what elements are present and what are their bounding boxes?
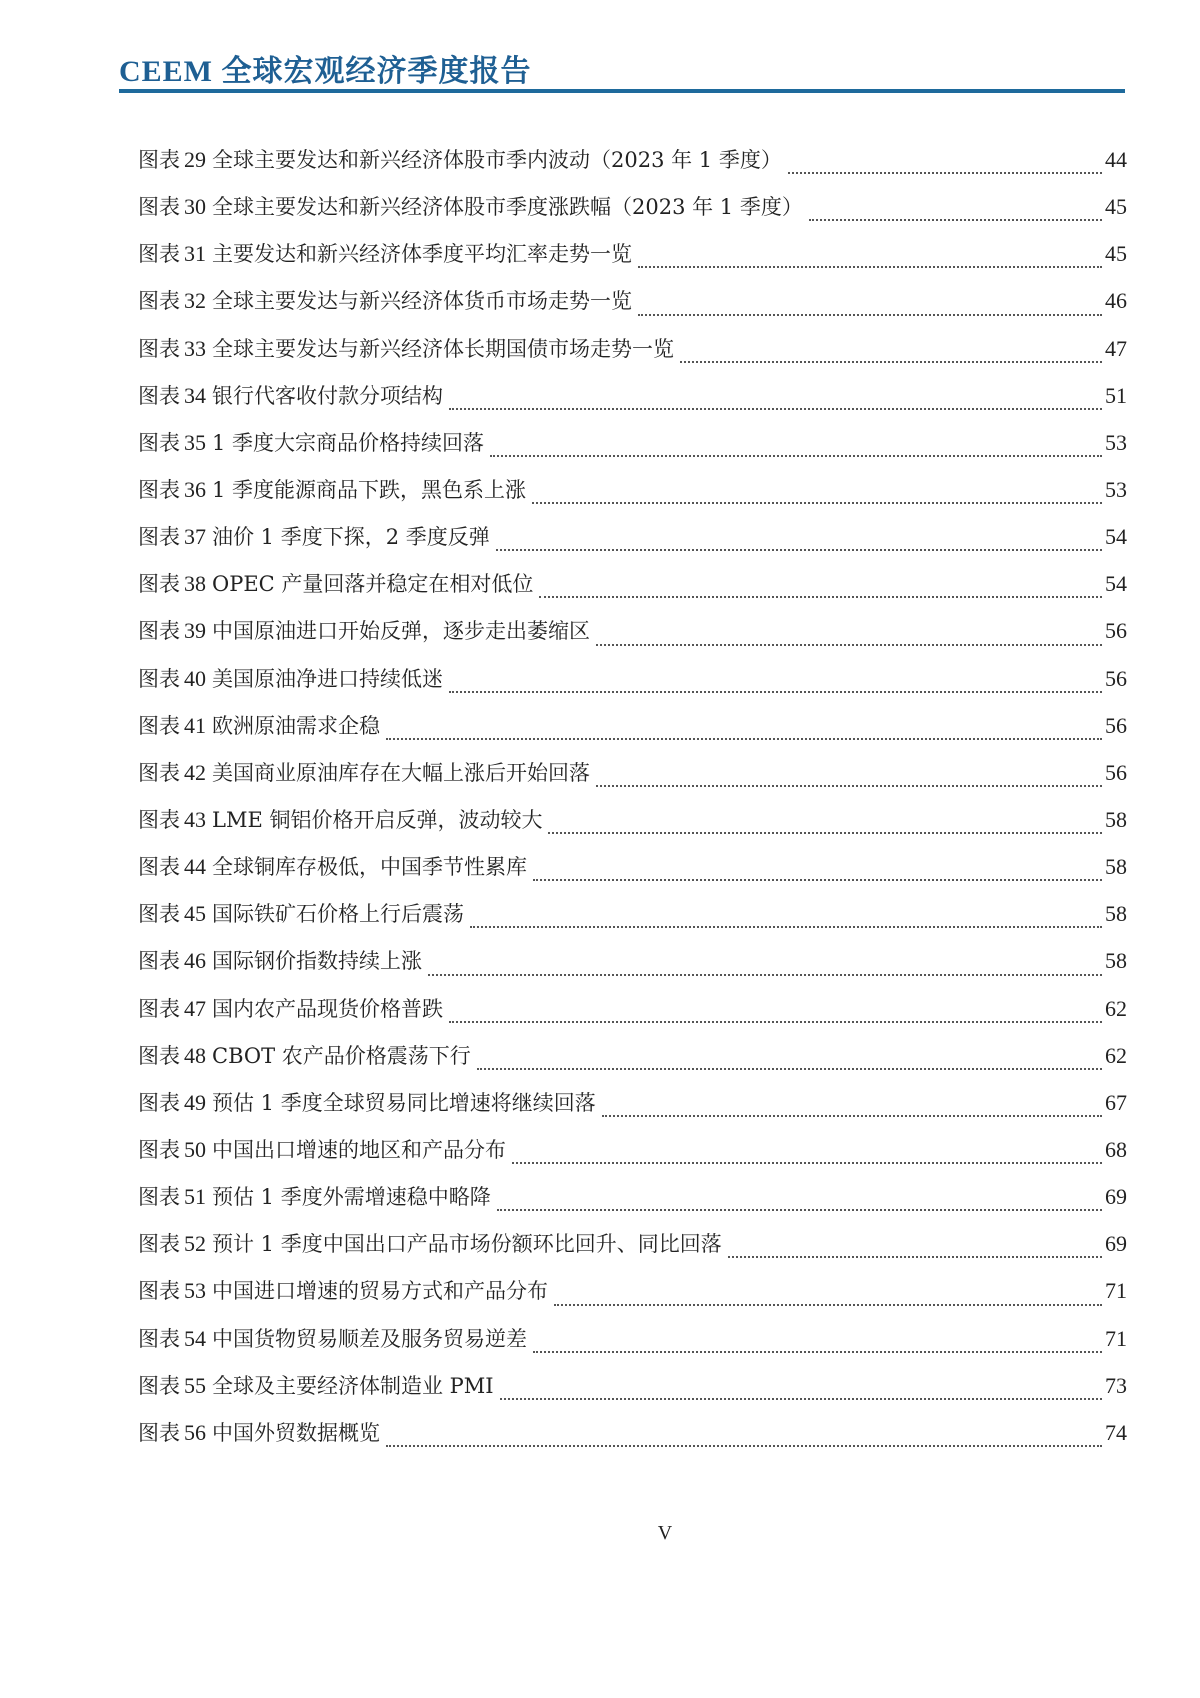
dot-leader: [470, 926, 1102, 928]
toc-entry-prefix: 图表: [138, 242, 180, 267]
toc-entry-number: 41: [184, 712, 206, 738]
toc-entry-number: 40: [184, 665, 206, 691]
dot-leader: [788, 172, 1102, 174]
toc-entry-label: [138, 853, 527, 881]
toc-entry-number: 36: [184, 476, 206, 502]
dot-leader: [533, 1351, 1102, 1353]
toc-entry-page: 74: [1105, 1419, 1127, 1445]
toc-entry-label: [138, 382, 443, 410]
toc-entry-number: 29: [184, 147, 206, 172]
toc-entry-prefix: 图表: [138, 1185, 180, 1210]
toc-entry[interactable]: [138, 1089, 1127, 1136]
toc-entry[interactable]: [138, 146, 1127, 193]
dot-leader: [512, 1162, 1102, 1164]
toc-entry-number: 48: [184, 1042, 206, 1068]
toc-entry[interactable]: [138, 193, 1127, 240]
toc-entry-title: LME 铜铝价格开启反弹，波动较大: [212, 807, 543, 832]
dot-leader: [602, 1115, 1102, 1117]
toc-entry-title: 全球及主要经济体制造业 PMI: [212, 1373, 494, 1398]
toc-entry[interactable]: [138, 947, 1127, 994]
toc-entry-number: 32: [184, 288, 206, 314]
toc-entry-prefix: 图表: [138, 760, 180, 785]
toc-entry-page: 68: [1105, 1136, 1127, 1162]
toc-entry-prefix: 图表: [138, 1043, 180, 1068]
toc-entry[interactable]: [138, 712, 1127, 759]
dot-leader: [496, 549, 1102, 551]
toc-entry-label: [138, 1419, 380, 1447]
toc-entry-number: 54: [184, 1325, 206, 1351]
toc-entry-page: 58: [1105, 806, 1127, 832]
toc-entry-number: 55: [184, 1372, 206, 1398]
toc-entry-title: 1 季度能源商品下跌，黑色系上涨: [212, 477, 527, 502]
toc-entry-prefix: 图表: [138, 996, 180, 1021]
dot-leader: [477, 1068, 1102, 1070]
toc-entry-prefix: 图表: [138, 713, 180, 738]
toc-entry-label: [138, 665, 443, 693]
toc-entry-page: 71: [1105, 1325, 1127, 1351]
toc-entry-page: 46: [1105, 288, 1127, 314]
toc-entry-label: [138, 1183, 491, 1211]
dot-leader: [449, 1021, 1102, 1023]
toc-entry-prefix: 图表: [138, 1137, 180, 1162]
dot-leader: [497, 1209, 1102, 1211]
toc-entry-prefix: 图表: [138, 902, 180, 927]
toc-entry[interactable]: [138, 1277, 1127, 1324]
toc-entry-title: 中国进口增速的贸易方式和产品分布: [212, 1279, 548, 1304]
toc-entry-number: 42: [184, 759, 206, 785]
toc-entry-prefix: 图表: [138, 1420, 180, 1445]
toc-entry-title: 中国货物贸易顺差及服务贸易逆差: [212, 1326, 527, 1351]
toc-entry-title: 国内农产品现货价格普跌: [212, 996, 443, 1021]
toc-entry[interactable]: [138, 1183, 1127, 1230]
toc-entry-prefix: 图表: [138, 807, 180, 832]
toc-entry-title: 中国出口增速的地区和产品分布: [212, 1137, 506, 1162]
toc-entry[interactable]: [138, 900, 1127, 947]
toc-entry-title: 国际铁矿石价格上行后震荡: [212, 902, 464, 927]
toc-entry-page: 58: [1105, 948, 1127, 974]
toc-entry-prefix: 图表: [138, 572, 180, 597]
toc-entry-prefix: 图表: [138, 336, 180, 361]
dot-leader: [500, 1398, 1102, 1400]
toc-entry-number: 43: [184, 806, 206, 832]
toc-entry-prefix: 图表: [138, 666, 180, 691]
toc-entry-label: [138, 193, 803, 221]
toc-entry-label: [138, 1372, 494, 1400]
toc-entry[interactable]: [138, 335, 1127, 382]
toc-entry-page: 67: [1105, 1089, 1127, 1115]
toc-entry-number: 51: [184, 1184, 206, 1210]
toc-entry-number: 46: [184, 948, 206, 974]
toc-entry-page: 53: [1105, 476, 1127, 502]
toc-entry-label: [138, 287, 632, 315]
toc-entry[interactable]: [138, 853, 1127, 900]
toc-entry[interactable]: [138, 1372, 1127, 1419]
toc-entry-number: 53: [184, 1278, 206, 1304]
toc-entry-label: [138, 523, 490, 551]
toc-entry-label: [138, 806, 542, 834]
toc-entry-label: [138, 335, 674, 363]
toc-entry[interactable]: [138, 523, 1127, 570]
toc-entry-prefix: 图表: [138, 1090, 180, 1115]
toc-entry-title: CBOT 农产品价格震荡下行: [212, 1043, 471, 1068]
toc-entry-label: [138, 1325, 527, 1353]
toc-entry-prefix: 图表: [138, 1279, 180, 1304]
toc-entry[interactable]: [138, 759, 1127, 806]
toc-entry-label: [138, 617, 590, 645]
toc-entry[interactable]: [138, 429, 1127, 476]
toc-entry-page: 51: [1105, 382, 1127, 408]
report-header-title: CEEM 全球宏观经济季度报告: [119, 55, 532, 88]
toc-entry-number: 31: [184, 241, 206, 267]
toc-entry-page: 69: [1105, 1184, 1127, 1210]
toc-entry-number: 33: [184, 335, 206, 361]
dot-leader: [809, 219, 1102, 221]
toc-entry-label: [138, 1089, 596, 1117]
toc-entry-page: 54: [1105, 571, 1127, 597]
toc-entry-number: 47: [184, 995, 206, 1021]
toc-entry-title: 全球铜库存极低，中国季节性累库: [212, 855, 527, 880]
toc-entry[interactable]: [138, 995, 1127, 1042]
toc-entry-label: [138, 476, 526, 504]
toc-entry-prefix: 图表: [138, 949, 180, 974]
dot-leader: [490, 455, 1102, 457]
page-number: V: [657, 1522, 673, 1544]
toc-entry[interactable]: [138, 240, 1127, 287]
dot-leader: [539, 596, 1102, 598]
toc-entry-prefix: 图表: [138, 1326, 180, 1351]
toc-entry-number: 39: [184, 618, 206, 644]
toc-entry-title: 银行代客收付款分项结构: [212, 383, 443, 408]
toc-entry[interactable]: [138, 806, 1127, 853]
toc-entry-title: 1 季度大宗商品价格持续回落: [212, 430, 485, 455]
table-of-figures: [138, 146, 1127, 1466]
header-divider: [119, 89, 1125, 93]
toc-entry[interactable]: [138, 1042, 1127, 1089]
toc-entry[interactable]: [138, 1325, 1127, 1372]
toc-entry-label: [138, 759, 590, 787]
toc-entry-number: 56: [184, 1419, 206, 1445]
toc-entry-page: 45: [1105, 241, 1127, 267]
toc-entry-label: [138, 995, 443, 1023]
toc-entry[interactable]: [138, 287, 1127, 334]
toc-entry-page: 44: [1105, 147, 1127, 172]
toc-entry-prefix: 图表: [138, 477, 180, 502]
toc-entry-title: 美国商业原油库存在大幅上涨后开始回落: [212, 760, 590, 785]
toc-entry-page: 62: [1105, 995, 1127, 1021]
toc-entry-title: 油价 1 季度下探，2 季度反弹: [212, 525, 490, 550]
dot-leader: [554, 1304, 1102, 1306]
toc-entry-page: 47: [1105, 335, 1127, 361]
toc-entry-number: 34: [184, 382, 206, 408]
toc-entry[interactable]: [138, 1230, 1127, 1277]
toc-entry-title: 预计 1 季度中国出口产品市场份额环比回升、同比回落: [212, 1232, 722, 1257]
dot-leader: [680, 361, 1102, 363]
toc-entry-label: [138, 240, 632, 268]
dot-leader: [428, 974, 1102, 976]
toc-entry-prefix: 图表: [138, 195, 180, 220]
toc-entry[interactable]: [138, 1136, 1127, 1183]
toc-entry-label: [138, 947, 422, 975]
dot-leader: [449, 408, 1102, 410]
dot-leader: [638, 314, 1102, 316]
toc-entry[interactable]: [138, 1419, 1127, 1466]
toc-entry-page: 56: [1105, 618, 1127, 644]
toc-entry-title: OPEC 产量回落并稳定在相对低位: [212, 572, 534, 597]
toc-entry-number: 30: [184, 194, 206, 220]
toc-entry-page: 69: [1105, 1231, 1127, 1257]
toc-entry-number: 35: [184, 429, 206, 455]
toc-entry[interactable]: [138, 617, 1127, 664]
toc-entry-page: 58: [1105, 901, 1127, 927]
toc-entry-prefix: 图表: [138, 1232, 180, 1257]
toc-entry[interactable]: [138, 570, 1127, 617]
toc-entry-label: [138, 712, 380, 740]
toc-entry-title: 中国原油进口开始反弹，逐步走出萎缩区: [212, 619, 590, 644]
dot-leader: [449, 691, 1102, 693]
toc-entry-page: 56: [1105, 759, 1127, 785]
toc-entry-prefix: 图表: [138, 148, 180, 172]
toc-entry-prefix: 图表: [138, 525, 180, 550]
toc-entry-page: 56: [1105, 665, 1127, 691]
toc-entry-prefix: 图表: [138, 619, 180, 644]
toc-entry-title: 中国外贸数据概览: [212, 1420, 380, 1445]
dot-leader: [532, 502, 1102, 504]
toc-entry-title: 美国原油净进口持续低迷: [212, 666, 443, 691]
toc-entry-prefix: 图表: [138, 1373, 180, 1398]
toc-entry-page: 73: [1105, 1372, 1127, 1398]
toc-entry-prefix: 图表: [138, 430, 180, 455]
toc-entry-page: 56: [1105, 712, 1127, 738]
toc-entry-page: 53: [1105, 429, 1127, 455]
toc-entry-page: 45: [1105, 194, 1127, 220]
toc-entry-prefix: 图表: [138, 855, 180, 880]
toc-entry-title: 全球主要发达与新兴经济体货币市场走势一览: [212, 289, 632, 314]
dot-leader: [386, 738, 1102, 740]
toc-entry-title: 国际钢价指数持续上涨: [212, 949, 422, 974]
toc-entry-title: 预估 1 季度全球贸易同比增速将继续回落: [212, 1090, 596, 1115]
toc-entry-title: 全球主要发达和新兴经济体股市季度涨跌幅（2023 年 1 季度）: [212, 195, 803, 220]
toc-entry-label: [138, 1230, 722, 1258]
dot-leader: [596, 785, 1102, 787]
dot-leader: [548, 832, 1102, 834]
toc-entry-title: 全球主要发达和新兴经济体股市季内波动（2023 年 1 季度）: [212, 148, 782, 172]
toc-entry-page: 62: [1105, 1042, 1127, 1068]
toc-entry-title: 全球主要发达与新兴经济体长期国债市场走势一览: [212, 336, 674, 361]
toc-entry-page: 58: [1105, 854, 1127, 880]
toc-entry-number: 37: [184, 524, 206, 550]
toc-entry[interactable]: [138, 382, 1127, 429]
dot-leader: [596, 644, 1102, 646]
toc-entry-page: 54: [1105, 524, 1127, 550]
toc-entry-number: 45: [184, 901, 206, 927]
dot-leader: [728, 1256, 1102, 1258]
dot-leader: [638, 266, 1102, 268]
toc-entry-label: [138, 1042, 471, 1070]
toc-entry-number: 38: [184, 571, 206, 597]
toc-entry-title: 预估 1 季度外需增速稳中略降: [212, 1185, 491, 1210]
toc-entry[interactable]: [138, 476, 1127, 523]
toc-entry-number: 49: [184, 1089, 206, 1115]
toc-entry-page: 71: [1105, 1278, 1127, 1304]
toc-entry-label: [138, 1136, 506, 1164]
toc-entry-title: 欧洲原油需求企稳: [212, 713, 380, 738]
toc-entry-title: 主要发达和新兴经济体季度平均汇率走势一览: [212, 242, 632, 267]
toc-entry-label: [138, 570, 533, 598]
toc-entry-number: 52: [184, 1231, 206, 1257]
toc-entry-prefix: 图表: [138, 383, 180, 408]
toc-entry-label: [138, 429, 484, 457]
toc-entry-label: [138, 1277, 548, 1305]
dot-leader: [386, 1445, 1102, 1447]
toc-entry[interactable]: [138, 665, 1127, 712]
toc-entry-prefix: 图表: [138, 289, 180, 314]
toc-entry-number: 50: [184, 1136, 206, 1162]
toc-entry-label: [138, 900, 464, 928]
toc-entry-number: 44: [184, 854, 206, 880]
toc-entry-label: [138, 146, 782, 174]
dot-leader: [533, 879, 1102, 881]
